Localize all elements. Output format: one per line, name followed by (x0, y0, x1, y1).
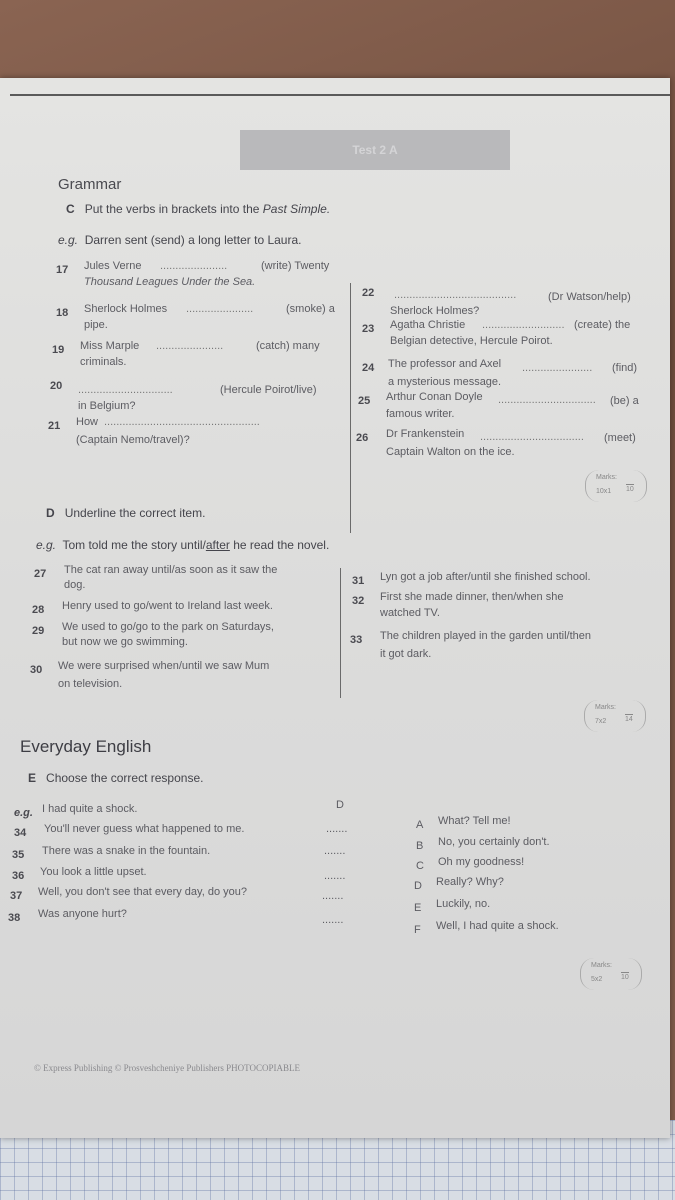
item-text-line2: famous writer. (386, 408, 455, 420)
list-item[interactable] (30, 660, 330, 690)
instruction-e-text: Choose the correct response. (46, 771, 204, 785)
item-number: 20 (50, 380, 63, 392)
prompt-answer: D (336, 799, 344, 811)
example-d (36, 538, 329, 552)
answer-blank[interactable]: ............................... (78, 384, 173, 396)
marks-formula: 10x1 (596, 488, 612, 495)
section-letter-c: C (66, 202, 75, 216)
prompt-text: There was a snake in the fountain. (42, 845, 211, 857)
item-verb: (find) (612, 362, 638, 374)
answer-blank[interactable]: ........................... (482, 319, 565, 331)
item-text: We used to go/go to the park on Saturdays, (62, 621, 274, 633)
item-text: First she made dinner, then/when she (380, 591, 564, 603)
response-letter: D (414, 880, 422, 892)
item-text: Dr Frankenstein (386, 428, 465, 440)
item-text: The professor and Axel (388, 358, 502, 370)
instruction-c (66, 202, 330, 216)
answer-blank[interactable]: ...................... (186, 303, 254, 315)
answer-blank[interactable]: ....... (324, 870, 346, 882)
item-number: 32 (352, 595, 365, 607)
marks-label: Marks: (596, 474, 617, 481)
example-d-underlined: after (205, 538, 230, 552)
response-letter: E (414, 902, 422, 914)
prompt-number: 36 (12, 870, 25, 882)
section-letter-d: D (46, 506, 55, 520)
item-number: 30 (30, 664, 43, 676)
response-option[interactable] (414, 898, 491, 916)
item-text-line2: Sherlock Holmes? (390, 305, 480, 317)
item-verb: (smoke) a (286, 303, 335, 315)
top-rule (10, 94, 670, 96)
item-text-line2: watched TV. (380, 607, 440, 619)
response-letter: C (416, 860, 424, 872)
answer-blank[interactable]: ........................................ (394, 289, 517, 301)
instruction-e (28, 771, 203, 785)
item-number: 24 (362, 362, 375, 374)
answer-blank[interactable]: ...................... (160, 260, 228, 272)
marks-formula: 7x2 (595, 718, 607, 725)
answer-blank[interactable]: ....... (322, 890, 344, 902)
item-verb: (Hercule Poirot/live) (220, 384, 317, 396)
example-d-text-end: he read the novel. (229, 538, 330, 552)
item-text-line2: pipe. (84, 319, 108, 331)
item-number: 21 (48, 420, 61, 432)
response-text: No, you certainly don't. (438, 836, 550, 848)
answer-blank[interactable]: ...................... (156, 340, 224, 352)
item-number: 26 (356, 432, 369, 444)
response-option[interactable] (416, 836, 550, 854)
item-number: 22 (362, 287, 375, 299)
response-option[interactable] (414, 876, 504, 894)
prompt-row (14, 823, 359, 841)
footer-copyright: © Express Publishing © Prosveshcheniye Publishers PHOTOCOPIABLE (34, 1063, 301, 1073)
item-text: Miss Marple (80, 340, 140, 352)
list-item (362, 283, 647, 317)
list-item[interactable] (32, 621, 332, 648)
item-number: 28 (32, 604, 45, 616)
marks-label: Marks: (591, 962, 612, 969)
item-text: The cat ran away until/as soon as it saw the (64, 564, 278, 576)
item-text-line2: but now we go swimming. (62, 636, 188, 648)
example-c (58, 233, 301, 247)
marks-total: 10 (626, 486, 634, 493)
worksheet-page (0, 78, 670, 1138)
prompt-text: Well, you don't see that every day, do you? (38, 886, 247, 898)
item-number: 27 (34, 568, 47, 580)
everyday-english-heading: Everyday English (20, 737, 152, 756)
list-item[interactable] (32, 600, 332, 618)
marks-box-e (580, 958, 642, 990)
answer-blank[interactable]: ....... (324, 845, 346, 857)
marks-box-c (585, 470, 647, 502)
example-c-prefix: e.g. (58, 233, 79, 247)
item-text: Henry used to go/went to Ireland last week. (62, 600, 273, 612)
instruction-c-text: Put the verbs in brackets into the (84, 202, 260, 216)
instruction-c-emphasis: Past Simple. (262, 202, 331, 216)
column-divider (350, 283, 351, 533)
response-option[interactable] (416, 856, 525, 874)
response-text: Luckily, no. (436, 898, 491, 910)
grammar-heading: Grammar (58, 176, 122, 193)
prompt-number: e.g. (14, 807, 33, 819)
item-verb: (catch) many (256, 340, 320, 352)
item-number: 25 (358, 395, 371, 407)
response-letter: A (416, 819, 424, 831)
item-number: 17 (56, 264, 69, 276)
list-item (56, 303, 346, 331)
list-item[interactable] (350, 630, 650, 660)
item-verb: (create) the (574, 319, 631, 331)
item-text-line2: Belgian detective, Hercule Poirot. (390, 335, 553, 347)
answer-blank[interactable]: ................................ (498, 394, 596, 406)
list-item[interactable] (34, 564, 334, 591)
item-number: 31 (352, 575, 365, 587)
item-text: Agatha Christie (390, 319, 466, 331)
answer-blank[interactable]: ....................... (522, 362, 593, 374)
list-item (362, 319, 647, 347)
list-item (362, 358, 647, 388)
item-text: The children played in the garden until/then (380, 630, 591, 642)
marks-total: 10 (621, 974, 629, 981)
example-c-text: Darren sent (send) a long letter to Laura. (84, 233, 302, 247)
list-item (52, 340, 342, 368)
item-text-line2: criminals. (80, 356, 127, 368)
response-option[interactable] (414, 920, 559, 938)
list-item (356, 428, 651, 458)
prompt-row (12, 866, 357, 884)
list-item[interactable] (352, 571, 652, 589)
item-number: 33 (350, 634, 363, 646)
instruction-d-text: Underline the correct item. (64, 506, 206, 520)
item-verb: (write) Twenty (261, 260, 330, 272)
item-text: Lyn got a job after/until she finished school. (380, 571, 591, 583)
prompt-number: 34 (14, 827, 27, 839)
item-number: 18 (56, 307, 69, 319)
prompt-text: Was anyone hurt? (38, 908, 127, 920)
prompt-row (14, 799, 354, 821)
list-item (48, 416, 343, 446)
item-text-line2: it got dark. (380, 648, 432, 660)
list-item (50, 376, 345, 412)
marks-formula: 5x2 (591, 976, 603, 983)
example-d-text: Tom told me the story until/ (62, 538, 206, 552)
item-number: 23 (362, 323, 375, 335)
item-text: Jules Verne (84, 260, 142, 272)
answer-blank[interactable]: ....... (326, 823, 348, 835)
marks-box-d (584, 700, 646, 732)
response-letter: F (414, 924, 421, 936)
response-text: Oh my goodness! (438, 856, 525, 868)
example-d-prefix: e.g. (36, 538, 57, 552)
prompt-text: You look a little upset. (40, 866, 147, 878)
test-label-tab: Test 2 A (240, 130, 510, 170)
response-text: Really? Why? (436, 876, 504, 888)
prompt-text: You'll never guess what happened to me. (44, 823, 245, 835)
item-number: 29 (32, 625, 45, 637)
prompt-number: 37 (10, 890, 23, 902)
item-text-line2: a mysterious message. (388, 376, 502, 388)
item-text-line2: dog. (64, 579, 86, 591)
list-item (358, 391, 648, 420)
list-item[interactable] (352, 591, 652, 619)
section-letter-e: E (28, 771, 37, 785)
prompt-row (10, 886, 360, 904)
column-divider (340, 568, 341, 698)
response-text: What? Tell me! (438, 815, 511, 827)
item-text-line2: Captain Walton on the ice. (386, 446, 515, 458)
marks-total: 14 (625, 716, 633, 723)
answer-blank[interactable]: .................................. (480, 431, 584, 443)
marks-label: Marks: (595, 704, 616, 711)
item-verb: (be) a (610, 395, 639, 407)
instruction-d (46, 506, 205, 520)
list-item (56, 260, 346, 288)
item-text: Sherlock Holmes (84, 303, 168, 315)
item-text-line2: in Belgium? (78, 400, 136, 412)
response-option[interactable] (416, 815, 511, 833)
prompt-row (8, 908, 358, 926)
item-verb: (meet) (604, 432, 636, 444)
prompt-text: I had quite a shock. (42, 803, 138, 815)
item-text: Arthur Conan Doyle (386, 391, 483, 403)
answer-blank[interactable]: ................................................... (104, 416, 260, 428)
item-text: We were surprised when/until we saw Mum (58, 660, 270, 672)
item-number: 19 (52, 344, 65, 356)
item-text-line2: on television. (58, 678, 123, 690)
prompt-number: 38 (8, 912, 21, 924)
item-text-line2: (Captain Nemo/travel)? (76, 434, 190, 446)
prompt-row (12, 845, 357, 863)
item-verb: (Dr Watson/help) (548, 291, 631, 303)
prompt-number: 35 (12, 849, 25, 861)
item-text-line2: Thousand Leagues Under the Sea. (84, 276, 256, 288)
response-letter: B (416, 840, 424, 852)
answer-blank[interactable]: ....... (322, 914, 344, 926)
response-text: Well, I had quite a shock. (436, 920, 559, 932)
item-text: How (76, 416, 99, 428)
